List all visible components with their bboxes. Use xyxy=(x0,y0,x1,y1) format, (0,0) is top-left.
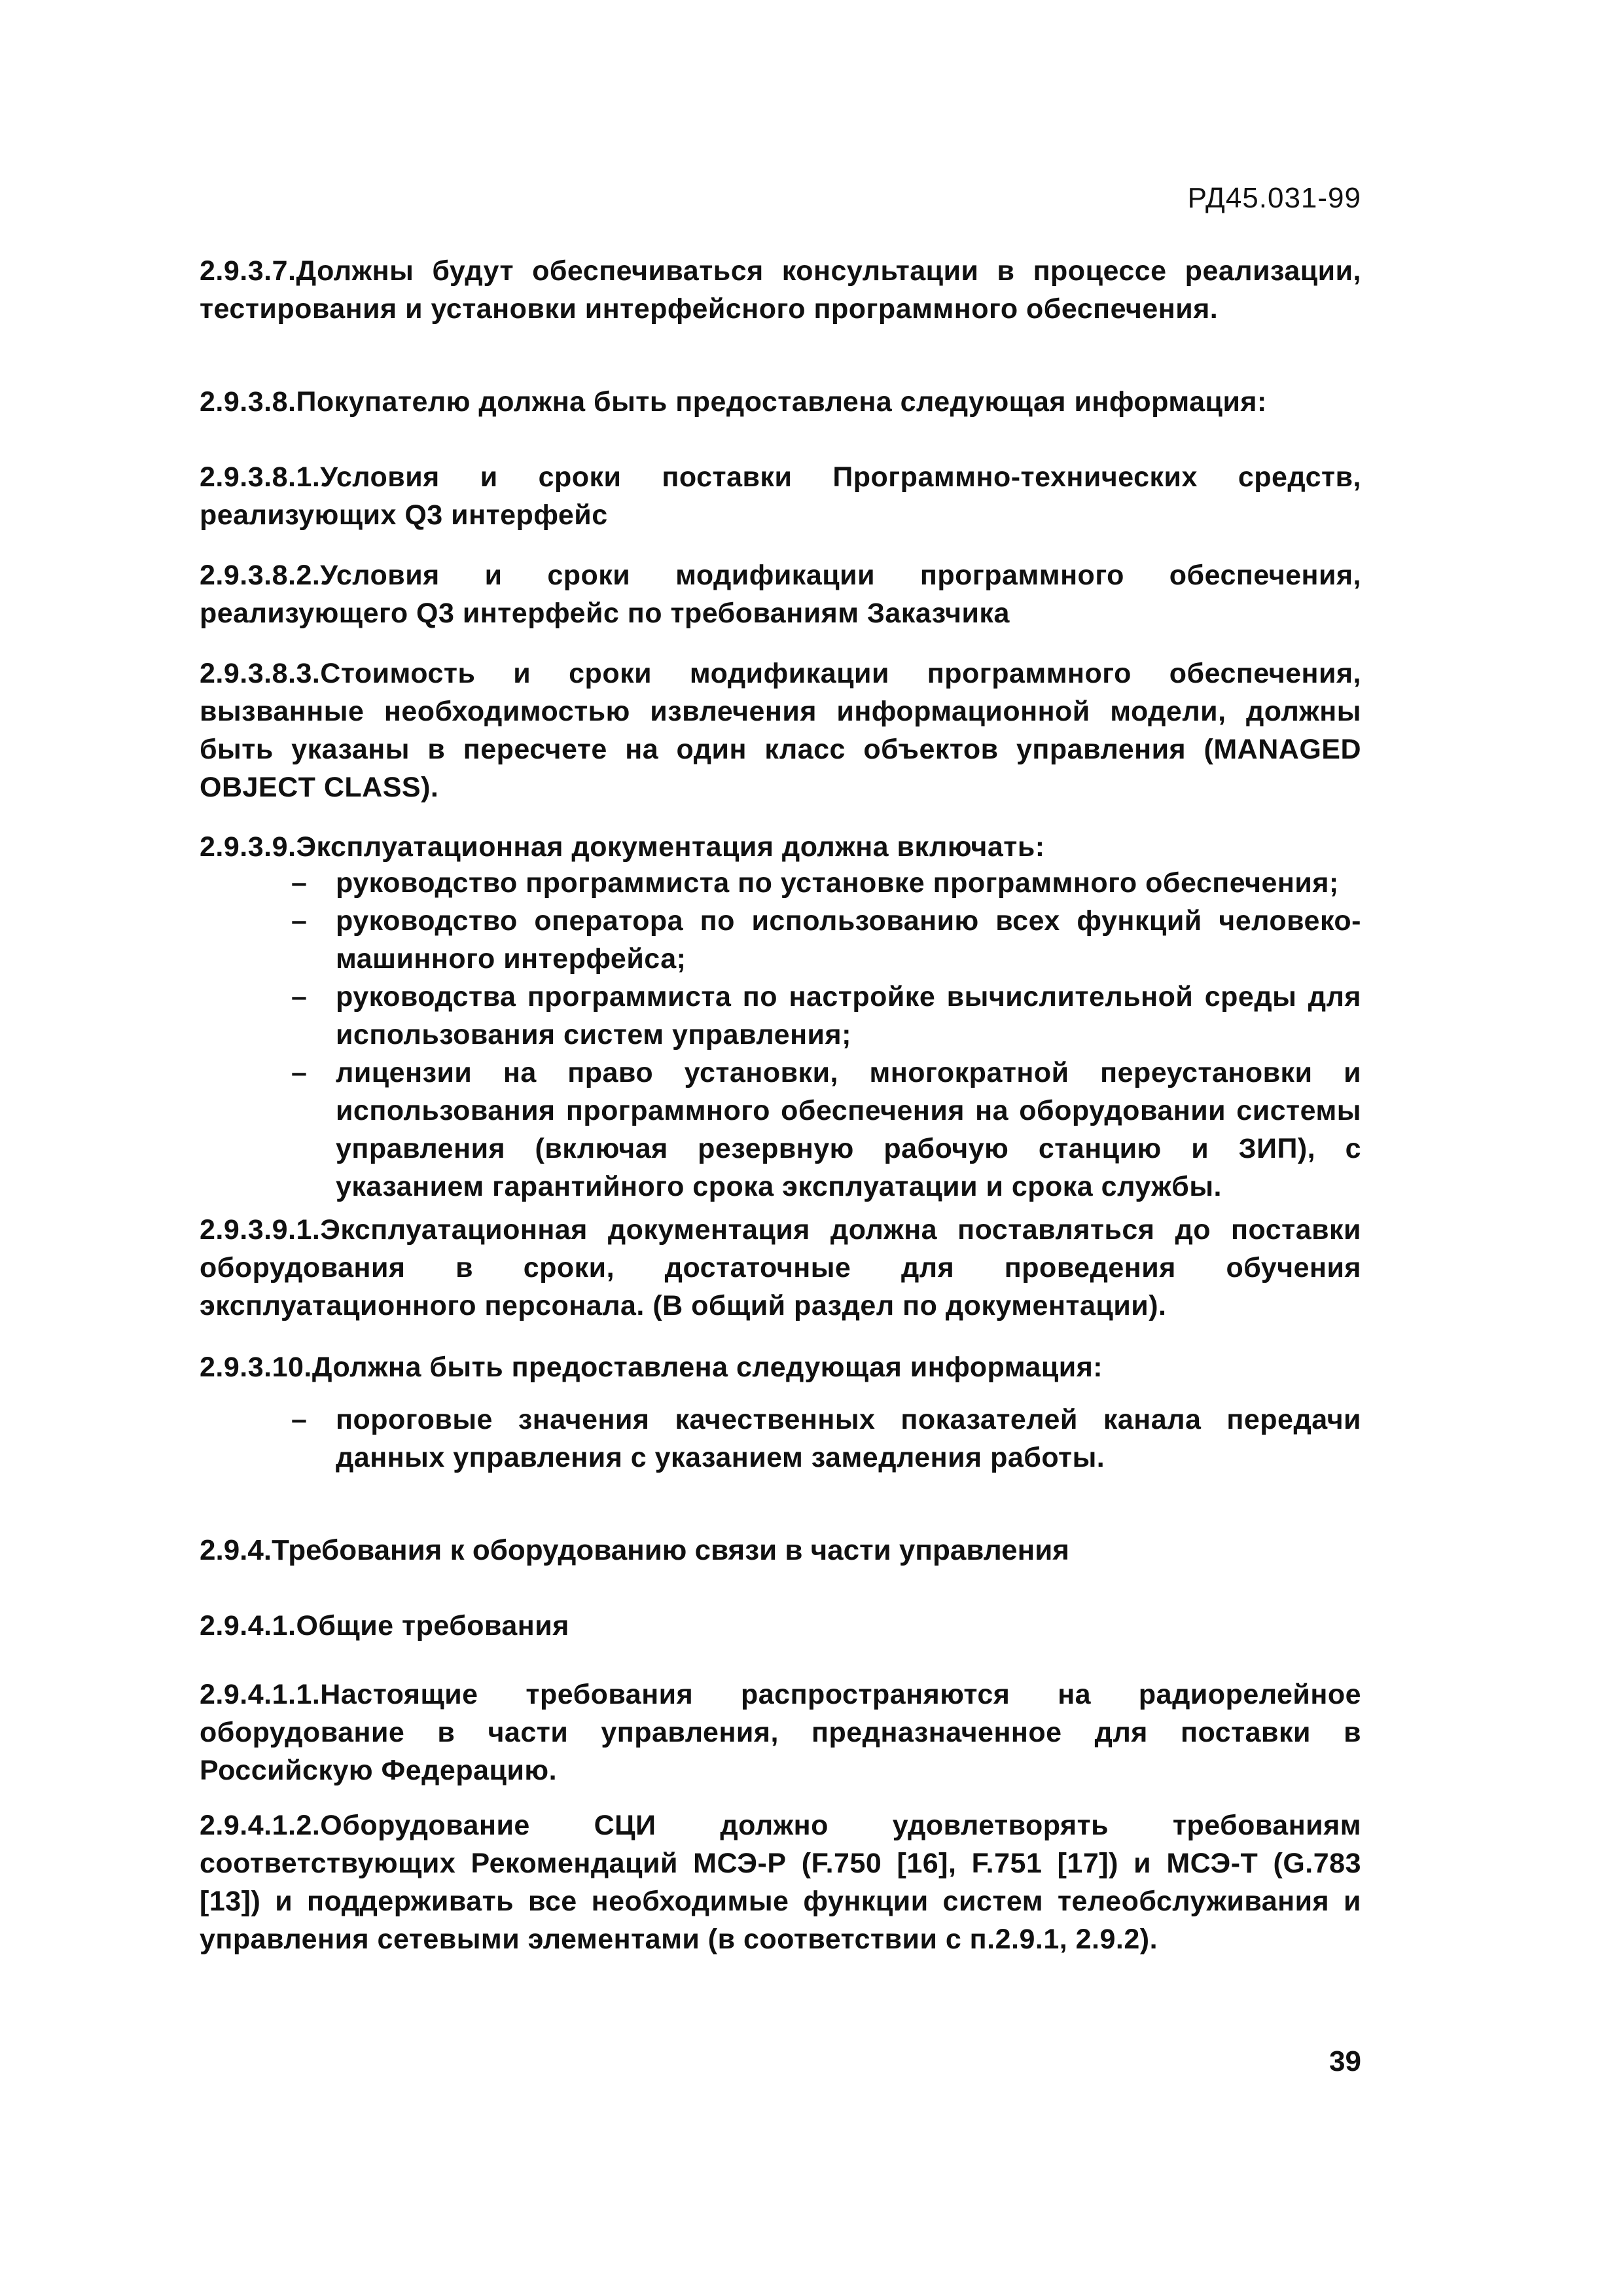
paragraph-2-9-3-8-1: 2.9.3.8.1.Условия и сроки поставки Программно-технических средств, реализующих Q3 интерфейс xyxy=(200,461,1361,531)
paragraph-2-9-3-10: 2.9.3.10.Должна быть предоставлена следующая информация: xyxy=(200,1352,1103,1383)
list-item: – лицензии на право установки, многократной переустановки и использования программного обеспечения на оборудовании системы управления (включая резервную рабочую станцию и ЗИП), с указанием гарантийного срока эксплуатации и срока службы. xyxy=(291,1054,1361,1206)
list-item: – пороговые значения качественных показателей канала передачи данных управления с указанием замедления работы. xyxy=(291,1401,1361,1477)
paragraph-2-9-3-8: 2.9.3.8.Покупателю должна быть предоставлена следующая информация: xyxy=(200,386,1267,418)
dash-icon: – xyxy=(291,905,308,937)
dash-icon: – xyxy=(291,981,308,1013)
paragraph-2-9-3-9: 2.9.3.9.Эксплуатационная документация должна включать: xyxy=(200,831,1045,863)
dash-icon: – xyxy=(291,867,308,899)
paragraph-2-9-4-1-1: 2.9.4.1.1.Настоящие требования распространяются на радиорелейное оборудование в части управления, предназначенное для поставки в Российскую Федерацию. xyxy=(200,1679,1361,1786)
information-list xyxy=(291,1401,1361,1477)
page-number: 39 xyxy=(1329,2045,1361,2077)
paragraph-2-9-3-7: 2.9.3.7.Должны будут обеспечиваться консультации в процессе реализации, тестирования и установки интерфейсного программного обеспечения. xyxy=(200,255,1361,325)
list-item: – руководства программиста по настройке вычислительной среды для использования систем управления; xyxy=(291,978,1361,1054)
list-item: – руководство программиста по установке программного обеспечения; xyxy=(291,864,1361,902)
paragraph-2-9-3-9-1: 2.9.3.9.1.Эксплуатационная документация должна поставляться до поставки оборудования в сроки, достаточные для проведения обучения эксплуатационного персонала. (В общий раздел по документации). xyxy=(200,1214,1361,1321)
list-item: – руководство оператора по использованию всех функций человеко-машинного интерфейса; xyxy=(291,902,1361,978)
dash-icon: – xyxy=(291,1057,308,1088)
paragraph-2-9-4-1-2: 2.9.4.1.2.Оборудование СЦИ должно удовлетворять требованиям соответствующих Рекомендаций МСЭ-Р (F.750 [16], F.751 [17]) и МСЭ-Т (G.783 [13]) и поддерживать все необходимые функции систем телеобслуживания и управления сетевыми элементами (в соответствии с п.2.9.1, 2.9.2). xyxy=(200,1810,1361,1955)
paragraph-2-9-4-1: 2.9.4.1.Общие требования xyxy=(200,1610,569,1641)
documentation-list xyxy=(291,864,1361,1206)
document-code: РД45.031-99 xyxy=(1187,182,1361,214)
dash-icon: – xyxy=(291,1404,308,1435)
section-heading-2-9-4: 2.9.4.Требования к оборудованию связи в части управления xyxy=(200,1534,1069,1566)
paragraph-2-9-3-8-2: 2.9.3.8.2.Условия и сроки модификации программного обеспечения, реализующего Q3 интерфейс по требованиям Заказчика xyxy=(200,560,1361,629)
paragraph-2-9-3-8-3: 2.9.3.8.3.Стоимость и сроки модификации программного обеспечения, вызванные необходимостью извлечения информационной модели, должны быть указаны в пересчете на один класс объектов управления (MANAGED OBJECT CLASS). xyxy=(200,658,1361,803)
document-page xyxy=(200,0,1361,2296)
